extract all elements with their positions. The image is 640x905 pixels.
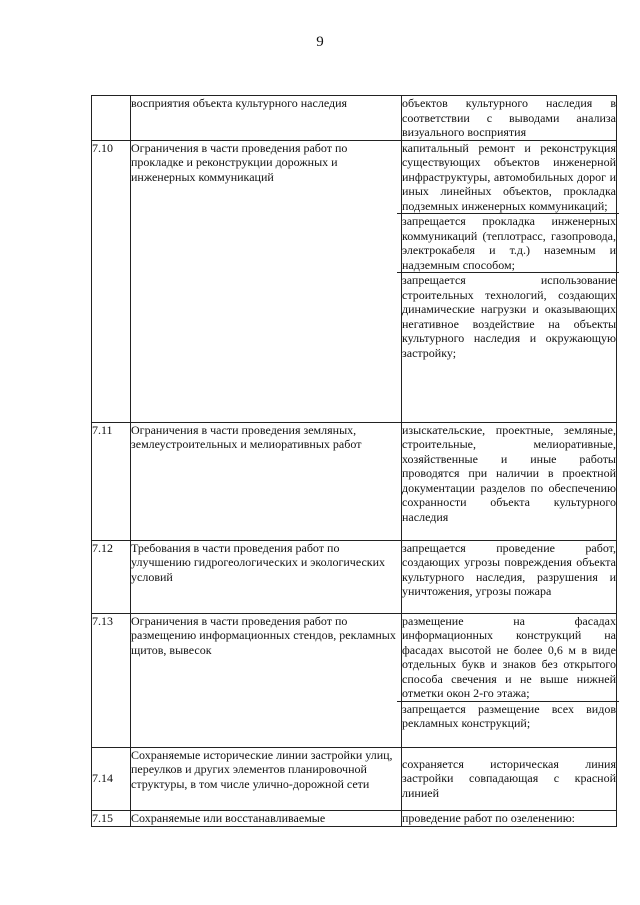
table-row: [92, 140, 617, 422]
row-description: [402, 747, 617, 810]
description-paragraph: запрещается использование строительных технологий, создающих динамические нагрузки и оказывающих негативное воздействие на объекты культурного наследия и окружающую застройку;: [402, 273, 616, 360]
description-paragraph: объектов культурного наследия в соответствии с выводами анализа визуального восприятия: [402, 96, 616, 139]
row-label: Ограничения в части проведения работ по размещению информационных стендов, рекламных щитов, вывесок: [131, 613, 402, 747]
row-label: Сохраняемые исторические линии застройки улиц, переулков и других элементов планировочной структуры, в том числе улично-дорожной сети: [131, 747, 402, 810]
row-description: [402, 422, 617, 540]
row-label: восприятия объекта культурного наследия: [131, 96, 402, 141]
description-paragraph: размещение на фасадах информационных конструкций на фасадах высотой не более 0,6 м в виде отдельных букв и знаков без открытого способа свечения и не выше нижней отметки окон 2-го этажа;: [402, 613, 616, 700]
row-number: 7.13: [92, 613, 131, 747]
row-description: [402, 810, 617, 826]
row-number: [92, 96, 131, 141]
row-label: Ограничения в части проведения земляных, землеустроительных и мелиоративных работ: [131, 422, 402, 540]
row-number: 7.12: [92, 540, 131, 613]
table-row: [92, 747, 617, 810]
restrictions-table: [91, 95, 617, 827]
description-paragraph: запрещается размещение всех видов рекламных конструкций;: [402, 701, 616, 730]
description-paragraph: сохраняется историческая линия застройки совпадающая с красной линией: [402, 756, 616, 800]
description-paragraph: изыскательские, проектные, земляные, строительные, мелиоративные, хозяйственные и иные работы проводятся при наличии в проектной документации разделов по обеспечению сохранности объекта культурного наследия: [402, 422, 616, 524]
table-row: [92, 96, 617, 141]
description-paragraph: проведение работ по озеленению:: [402, 810, 575, 825]
row-description: [402, 140, 617, 422]
row-number: 7.14: [92, 747, 131, 810]
description-paragraph: запрещается проведение работ, создающих угрозы повреждения объекта культурного наследия, разрушения и уничтожения, угрозы пожара: [402, 540, 616, 598]
description-paragraph: запрещается прокладка инженерных коммуникаций (теплотрасс, газопровода, электрокабеля и т.д.) наземным и надземным способом;: [402, 214, 616, 272]
table-row: [92, 422, 617, 540]
row-description: [402, 613, 617, 747]
table-row: [92, 540, 617, 613]
table-row: [92, 810, 617, 826]
row-number: 7.15: [92, 810, 131, 826]
row-label: Требования в части проведения работ по улучшению гидрогеологических и экологических условий: [131, 540, 402, 613]
row-description: [402, 96, 617, 141]
table-row: [92, 613, 617, 747]
row-label: Ограничения в части проведения работ по прокладке и реконструкции дорожных и инженерных коммуникаций: [131, 140, 402, 422]
row-number: 7.11: [92, 422, 131, 540]
description-paragraph: капитальный ремонт и реконструкция существующих объектов инженерной инфраструктуры, автомобильных дорог и иных линейных объектов, прокладка подземных инженерных коммуникаций;: [402, 140, 616, 213]
row-description: [402, 540, 617, 613]
page-number: 9: [316, 34, 324, 50]
row-number: 7.10: [92, 140, 131, 422]
row-label: Сохраняемые или восстанавливаемые: [131, 810, 402, 826]
